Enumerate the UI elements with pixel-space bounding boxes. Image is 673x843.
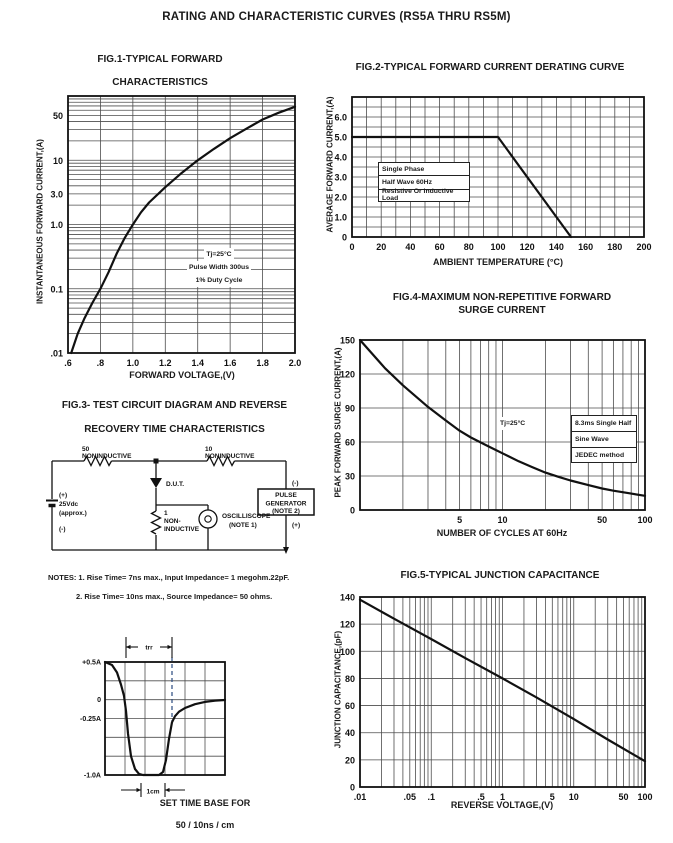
reverse-recovery-waveform <box>55 622 325 802</box>
r3-line1-label: NON- <box>164 518 181 525</box>
svg-text:100: 100 <box>637 792 653 802</box>
fig4-method-line1: 8.3ms Single Half <box>571 415 637 431</box>
svg-text:.05: .05 <box>403 792 417 802</box>
fig4-title-line2: SURGE CURRENT <box>458 305 546 316</box>
svg-text:5: 5 <box>549 792 555 802</box>
svg-text:1cm: 1cm <box>146 788 160 796</box>
fig2-condition-wave: Half Wave 60Hz <box>378 175 470 188</box>
svg-text:1: 1 <box>499 792 506 802</box>
pulse-gen-minus-label: (-) <box>292 480 299 487</box>
r2-type-label: NONINDUCTIVE <box>205 453 255 460</box>
fig4-tj-annotation: Tj=25°C <box>498 417 548 430</box>
svg-text:120: 120 <box>339 619 355 630</box>
svg-text:140: 140 <box>548 242 564 252</box>
svg-text:3.0: 3.0 <box>50 189 63 200</box>
fig1-condition-pulse: Pulse Width 300us <box>187 261 251 274</box>
fig3-test-circuit-diagram <box>46 447 318 572</box>
fig2-condition-phase: Single Phase <box>378 162 470 175</box>
fig1-y-axis-label: INSTANTANEOUS FORWARD CURRENT,(A) <box>35 139 45 304</box>
r1-value-label: 50 <box>82 446 90 453</box>
svg-text:0: 0 <box>97 697 101 705</box>
fig4-test-method <box>571 415 637 463</box>
svg-text:5.0: 5.0 <box>334 132 347 143</box>
fig5-x-axis-label: REVERSE VOLTAGE,(V) <box>450 800 554 810</box>
fig2-derating-curve-chart <box>322 89 652 256</box>
svg-text:40: 40 <box>405 242 416 252</box>
fig2-x-axis-label: AMBIENT TEMPERATURE (°C) <box>433 257 563 267</box>
fig5-y-axis-label: JUNCTION CAPACITANCE,(pF) <box>333 630 343 749</box>
source-minus-label: (-) <box>59 526 66 533</box>
svg-text:180: 180 <box>607 242 623 252</box>
waveform-caption-line2: 50 / 10ns / cm <box>175 820 235 830</box>
dut-diode-icon <box>150 478 162 488</box>
pulse-gen-label-line1: PULSE <box>275 492 297 499</box>
fig1-forward-characteristics-chart <box>35 88 303 372</box>
source-voltage-label: 25Vdc <box>59 501 79 508</box>
pulse-gen-plus-label: (+) <box>292 522 301 529</box>
svg-text:140: 140 <box>339 592 355 603</box>
pulse-gen-label-line3: (NOTE 2) <box>272 508 300 515</box>
circuit-wires <box>52 457 286 551</box>
svg-text:-1.0A: -1.0A <box>83 772 101 780</box>
fig2-load-conditions <box>378 162 470 202</box>
fig2-y-axis-label: AVERAGE FORWARD CURRENT,(A) <box>325 96 335 233</box>
svg-text:60: 60 <box>344 701 355 712</box>
fig1-x-axis-label: FORWARD VOLTAGE,(V) <box>129 370 235 380</box>
svg-text:90: 90 <box>344 403 355 414</box>
svg-text:.01: .01 <box>353 792 367 802</box>
svg-text:60: 60 <box>434 242 445 252</box>
fig2-title: FIG.2-TYPICAL FORWARD CURRENT DERATING CURVE <box>355 62 625 73</box>
svg-text:2.0: 2.0 <box>288 358 302 368</box>
svg-text:4.0: 4.0 <box>334 152 347 163</box>
fig4-method-line2: Sine Wave <box>571 431 637 447</box>
svg-text:30: 30 <box>344 471 355 482</box>
svg-text:10: 10 <box>52 155 63 166</box>
svg-text:.01: .01 <box>50 348 63 359</box>
resistor-1-noninductive <box>152 511 161 534</box>
svg-text:0.1: 0.1 <box>50 284 63 295</box>
r3-value-label: 1 <box>164 510 168 517</box>
svg-text:.5: .5 <box>477 792 485 802</box>
svg-text:120: 120 <box>339 369 355 380</box>
fig4-method-line3: JEDEC method <box>571 447 637 463</box>
svg-text:trr: trr <box>145 644 153 652</box>
r2-value-label: 10 <box>205 446 213 453</box>
svg-text:10: 10 <box>568 792 579 802</box>
svg-text:6.0: 6.0 <box>334 112 347 123</box>
source-plus-label: (+) <box>59 492 68 499</box>
dut-label: D.U.T. <box>166 481 185 488</box>
svg-text:1.8: 1.8 <box>256 358 269 368</box>
fig3-title-line2: RECOVERY TIME CHARACTERISTICS <box>84 424 265 435</box>
svg-text:80: 80 <box>344 673 355 684</box>
svg-text:2.0: 2.0 <box>334 192 347 203</box>
svg-text:.6: .6 <box>64 358 72 368</box>
svg-text:60: 60 <box>344 437 355 448</box>
waveform-caption-line1: SET TIME BASE FOR <box>159 798 251 808</box>
junction-node <box>154 459 159 464</box>
svg-text:40: 40 <box>344 728 355 739</box>
fig2-condition-load: Resistive Or Inductive Load <box>378 189 470 202</box>
fig4-x-axis-label: NUMBER OF CYCLES AT 60Hz <box>436 528 568 538</box>
fig5-junction-capacitance-chart <box>330 589 653 806</box>
svg-text:3.0: 3.0 <box>334 172 347 183</box>
svg-text:120: 120 <box>519 242 535 252</box>
svg-text:1.0: 1.0 <box>50 220 63 230</box>
svg-text:0: 0 <box>349 782 355 793</box>
svg-text:0: 0 <box>349 505 355 516</box>
pulse-gen-label-line2: GENERATOR <box>265 500 307 508</box>
svg-text:200: 200 <box>636 242 652 252</box>
source-approx-label: (approx.) <box>59 510 87 517</box>
svg-text:0: 0 <box>349 242 355 252</box>
r1-type-label: NONINDUCTIVE <box>82 453 132 460</box>
fig3-note-2: 2. Rise Time= 10ns max., Source Impedance= 50 ohms. <box>76 592 273 601</box>
svg-text:80: 80 <box>463 242 474 252</box>
svg-text:50: 50 <box>597 515 608 525</box>
svg-text:100: 100 <box>490 242 506 252</box>
svg-text:5: 5 <box>457 515 463 525</box>
svg-text:1.0: 1.0 <box>334 212 347 223</box>
svg-text:.8: .8 <box>96 358 105 368</box>
svg-text:0: 0 <box>341 232 347 243</box>
svg-text:-0.25A: -0.25A <box>79 716 101 723</box>
svg-text:1.2: 1.2 <box>159 358 172 368</box>
fig1-test-conditions <box>178 248 260 287</box>
svg-text:1.6: 1.6 <box>223 358 237 368</box>
oscilloscope-note-label: (NOTE 1) <box>229 522 257 529</box>
fig4-title-line1: FIG.4-MAXIMUM NON-REPETITIVE FORWARD <box>392 292 612 303</box>
svg-text:50: 50 <box>52 110 63 121</box>
svg-text:100: 100 <box>339 646 355 657</box>
svg-text:160: 160 <box>578 242 594 252</box>
oscilloscope-label: OSCILLISCOPE <box>222 513 271 520</box>
fig4-y-axis-label: PEAK FORWARD SURGE CURRENT,(A) <box>333 347 343 498</box>
svg-text:1.4: 1.4 <box>191 358 204 368</box>
fig3-note-1: NOTES: 1. Rise Time= 7ns max., Input Impedance= 1 megohm.22pF. <box>48 573 290 582</box>
r3-line2-label: INDUCTIVE <box>164 526 200 533</box>
svg-text:10: 10 <box>497 515 508 525</box>
svg-text:+0.5A: +0.5A <box>82 659 101 667</box>
svg-text:20: 20 <box>344 755 355 766</box>
fig5-title: FIG.5-TYPICAL JUNCTION CAPACITANCE <box>400 570 600 581</box>
fig1-condition-duty: 1% Duty Cycle <box>194 274 245 287</box>
page-title: RATING AND CHARACTERISTIC CURVES (RS5A THRU RS5M) <box>162 11 511 23</box>
svg-text:150: 150 <box>339 335 355 346</box>
fig1-title-line2: CHARACTERISTICS <box>112 77 208 88</box>
svg-text:.1: .1 <box>427 792 436 802</box>
svg-text:100: 100 <box>637 515 653 525</box>
svg-text:1.0: 1.0 <box>126 358 140 368</box>
oscilloscope-icon <box>199 510 217 528</box>
fig1-title-line1: FIG.1-TYPICAL FORWARD <box>97 54 223 65</box>
svg-text:20: 20 <box>376 242 387 252</box>
fig3-title-line1: FIG.3- TEST CIRCUIT DIAGRAM AND REVERSE <box>61 400 288 411</box>
fig1-condition-tj: Tj=25°C <box>204 248 233 261</box>
svg-text:50: 50 <box>618 792 629 802</box>
